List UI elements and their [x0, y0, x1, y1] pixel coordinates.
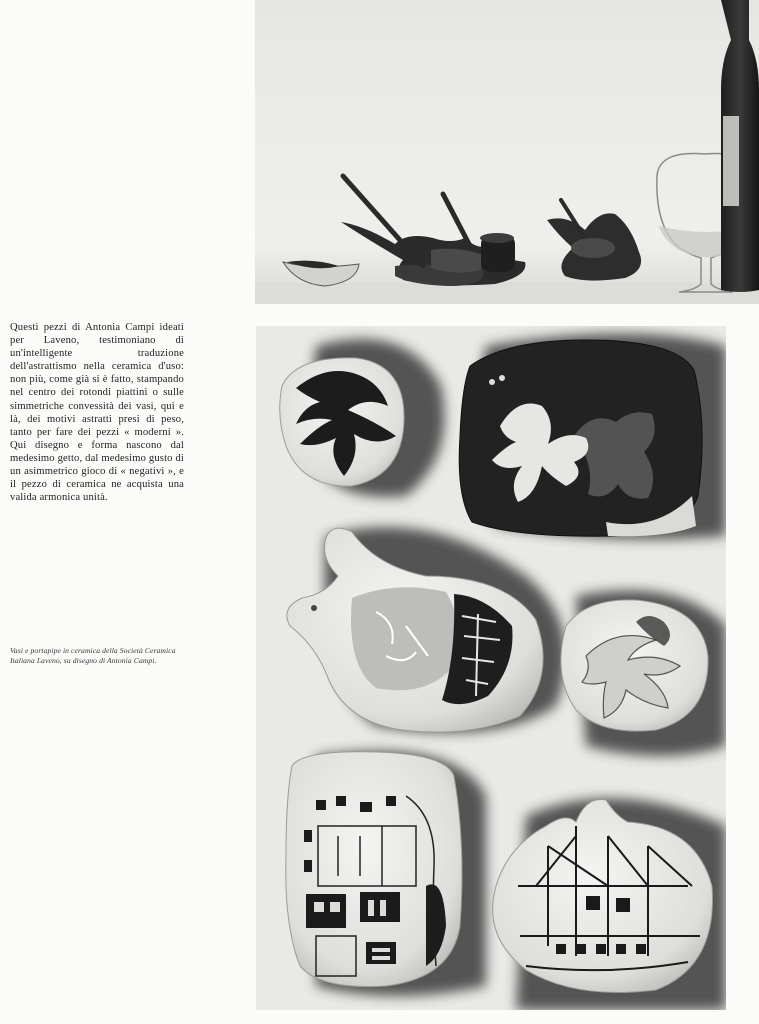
dish-1	[280, 358, 404, 486]
pipe-holders-photo	[255, 0, 759, 304]
photo-caption: Vasi e portapipe in ceramica della Società Ceramica Italiana Laveno, su disegno di Antonia Campi.	[10, 646, 176, 666]
article-body-text: Questi pezzi di Antonia Campi ideati per Laveno, testimoniano di un'intelligente traduzione dell'astrattismo nella ceramica d'uso: non più, come già si è fatto, stampando nel centro dei rotondi piattini o sulle simmetriche convessità dei vasi, qui e là, dei motivi astratti presi di peso, tanto per fare dei pezzi « moderni ». Qui disegno e forma nascono dal medesimo getto, dal medesimo gusto di un asimmetrico gioco di « negativi », e il pezzo di ceramica ne acquista una valida armonica unità.	[10, 322, 184, 504]
top-photograph	[255, 0, 759, 304]
ceramic-dishes-photo	[256, 326, 726, 1010]
dish-5	[286, 752, 462, 987]
bottom-photograph	[256, 326, 726, 1010]
dish-4	[561, 600, 708, 731]
dish-2	[459, 340, 702, 536]
